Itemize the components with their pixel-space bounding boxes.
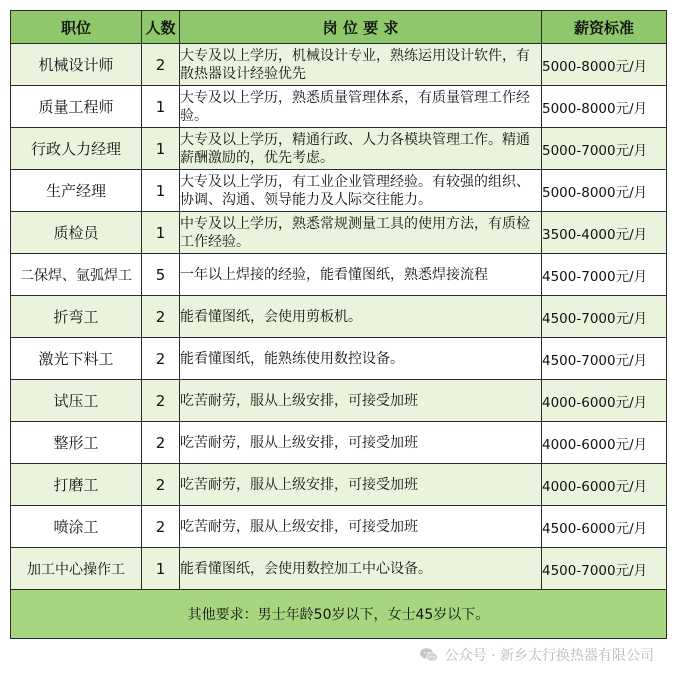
table-row (11, 170, 667, 212)
position-cell: 激光下料工 (11, 338, 142, 380)
position-cell: 喷涂工 (11, 506, 142, 548)
salary-cell: 5000-7000元/月 (542, 128, 667, 170)
job-table (10, 10, 667, 639)
count-cell: 2 (142, 380, 180, 422)
count-cell: 1 (142, 86, 180, 128)
position-cell: 加工中心操作工 (11, 548, 142, 590)
count-cell: 2 (142, 296, 180, 338)
requirements-cell: 能看懂图纸，会使用数控加工中心设备。 (180, 548, 542, 590)
count-cell: 1 (142, 548, 180, 590)
header-position: 职位 (11, 11, 142, 44)
count-cell: 1 (142, 212, 180, 254)
table-row (11, 296, 667, 338)
requirements-cell: 吃苦耐劳，服从上级安排，可接受加班 (180, 506, 542, 548)
position-cell: 整形工 (11, 422, 142, 464)
salary-cell: 3500-4000元/月 (542, 212, 667, 254)
salary-cell: 4500-7000元/月 (542, 296, 667, 338)
table-row (11, 338, 667, 380)
watermark (419, 645, 654, 665)
count-cell: 1 (142, 128, 180, 170)
count-cell: 5 (142, 254, 180, 296)
count-cell: 2 (142, 422, 180, 464)
salary-cell: 5000-8000元/月 (542, 170, 667, 212)
table-row (11, 212, 667, 254)
position-cell: 机械设计师 (11, 44, 142, 86)
position-cell: 打磨工 (11, 464, 142, 506)
requirements-cell: 一年以上焊接的经验，能看懂图纸，熟悉焊接流程 (180, 254, 542, 296)
position-cell: 质检员 (11, 212, 142, 254)
watermark-text: 公众号 · 新乡太行换热器有限公司 (444, 648, 654, 664)
requirements-cell: 能看懂图纸，会使用剪板机。 (180, 296, 542, 338)
table-row (11, 254, 667, 296)
footer-row (11, 590, 667, 639)
salary-cell: 5000-8000元/月 (542, 44, 667, 86)
salary-cell: 4500-7000元/月 (542, 548, 667, 590)
salary-cell: 4000-6000元/月 (542, 422, 667, 464)
table-row (11, 464, 667, 506)
header-salary: 薪资标准 (542, 11, 667, 44)
wechat-icon (419, 647, 439, 663)
header-requirements: 岗 位 要 求 (180, 11, 542, 44)
table-row (11, 44, 667, 86)
salary-cell: 5000-8000元/月 (542, 86, 667, 128)
requirements-cell: 大专及以上学历，精通行政、人力各模块管理工作。精通薪酬激励的，优先考虑。 (180, 128, 542, 170)
requirements-cell: 吃苦耐劳，服从上级安排，可接受加班 (180, 422, 542, 464)
position-cell: 行政人力经理 (11, 128, 142, 170)
table-row (11, 422, 667, 464)
position-cell: 二保焊、氩弧焊工 (11, 254, 142, 296)
header-count: 人数 (142, 11, 180, 44)
table-row (11, 86, 667, 128)
table-row (11, 548, 667, 590)
position-cell: 质量工程师 (11, 86, 142, 128)
salary-cell: 4500-6000元/月 (542, 506, 667, 548)
position-cell: 生产经理 (11, 170, 142, 212)
salary-cell: 4500-7000元/月 (542, 338, 667, 380)
salary-cell: 4500-7000元/月 (542, 254, 667, 296)
header-row (11, 11, 667, 44)
position-cell: 折弯工 (11, 296, 142, 338)
table-row (11, 380, 667, 422)
requirements-cell: 吃苦耐劳，服从上级安排，可接受加班 (180, 380, 542, 422)
count-cell: 2 (142, 464, 180, 506)
salary-cell: 4000-6000元/月 (542, 464, 667, 506)
requirements-cell: 中专及以上学历，熟悉常规测量工具的使用方法，有质检工作经验。 (180, 212, 542, 254)
requirements-cell: 吃苦耐劳，服从上级安排，可接受加班 (180, 464, 542, 506)
other-requirements: 其他要求：男士年龄50岁以下，女士45岁以下。 (11, 590, 667, 639)
count-cell: 1 (142, 170, 180, 212)
count-cell: 2 (142, 44, 180, 86)
count-cell: 2 (142, 338, 180, 380)
requirements-cell: 大专及以上学历，熟悉质量管理体系，有质量管理工作经验。 (180, 86, 542, 128)
requirements-cell: 大专及以上学历，有工业企业管理经验。有较强的组织、协调、沟通、领导能力及人际交往能力。 (180, 170, 542, 212)
position-cell: 试压工 (11, 380, 142, 422)
count-cell: 2 (142, 506, 180, 548)
requirements-cell: 能看懂图纸，能熟练使用数控设备。 (180, 338, 542, 380)
table-row (11, 506, 667, 548)
salary-cell: 4000-6000元/月 (542, 380, 667, 422)
requirements-cell: 大专及以上学历，机械设计专业，熟练运用设计软件，有散热器设计经验优先 (180, 44, 542, 86)
table-row (11, 128, 667, 170)
